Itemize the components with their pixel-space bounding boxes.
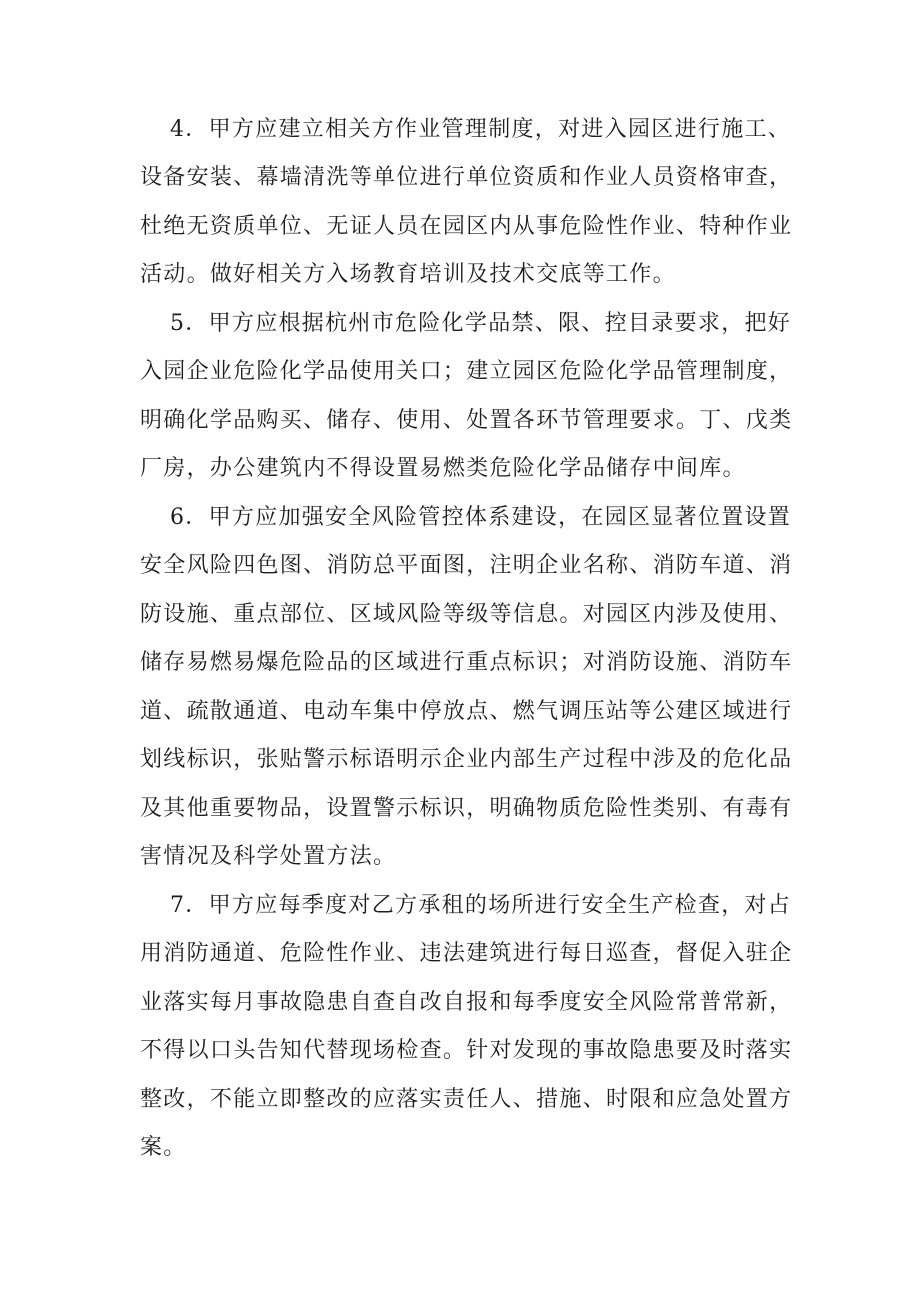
paragraph-6-line-4: 储存易燃易爆危险品的区域进行重点标识；对消防设施、消防车 (140, 650, 793, 675)
paragraph-6-line-2: 安全风险四色图、消防总平面图，注明企业名称、消防车道、消 (140, 553, 793, 578)
paragraph-6-line-6: 划线标识，张贴警示标语明示企业内部生产过程中涉及的危化品 (140, 747, 793, 772)
paragraph-7-line-3: 业落实每月事故隐患自查自改自报和每季度安全风险常普常新， (140, 990, 793, 1015)
paragraph-7-line-6: 案。 (140, 1135, 187, 1160)
paragraph-6-line-3: 防设施、重点部位、区域风险等级等信息。对园区内涉及使用、 (140, 602, 793, 627)
paragraph-4-line-2: 设备安装、幕墙清洗等单位进行单位资质和作业人员资格审查， (140, 165, 793, 190)
paragraph-6-line-5: 道、疏散通道、电动车集中停放点、燃气调压站等公建区域进行 (140, 699, 793, 724)
paragraph-7-line-4: 不得以口头告知代替现场检查。针对发现的事故隐患要及时落实 (140, 1038, 793, 1063)
paragraph-7-line-2: 用消防通道、危险性作业、违法建筑进行每日巡查，督促入驻企 (140, 941, 793, 966)
paragraph-7-line-5: 整改，不能立即整改的应落实责任人、措施、时限和应急处置方 (140, 1087, 793, 1112)
paragraph-5-line-1: 5．甲方应根据杭州市危险化学品禁、限、控目录要求，把好 (170, 311, 792, 336)
paragraph-5-line-4: 厂房，办公建筑内不得设置易燃类危险化学品储存中间库。 (140, 456, 746, 481)
paragraph-4-line-1: 4．甲方应建立相关方作业管理制度，对进入园区进行施工、 (170, 117, 792, 142)
paragraph-5-line-3: 明确化学品购买、储存、使用、处置各环节管理要求。丁、戊类 (140, 408, 793, 433)
paragraph-5-line-2: 入园企业危险化学品使用关口；建立园区危险化学品管理制度， (140, 359, 793, 384)
paragraph-6-line-7: 及其他重要物品，设置警示标识，明确物质危险性类别、有毒有 (140, 796, 793, 821)
paragraph-7-line-1: 7．甲方应每季度对乙方承租的场所进行安全生产检查，对占 (170, 893, 792, 918)
paragraph-4-line-3: 杜绝无资质单位、无证人员在园区内从事危险性作业、特种作业 (140, 214, 793, 239)
paragraph-6-line-1: 6．甲方应加强安全风险管控体系建设，在园区显著位置设置 (170, 505, 792, 530)
paragraph-4-line-4: 活动。做好相关方入场教育培训及技术交底等工作。 (140, 262, 676, 287)
paragraph-6-line-8: 害情况及科学处置方法。 (140, 844, 397, 869)
